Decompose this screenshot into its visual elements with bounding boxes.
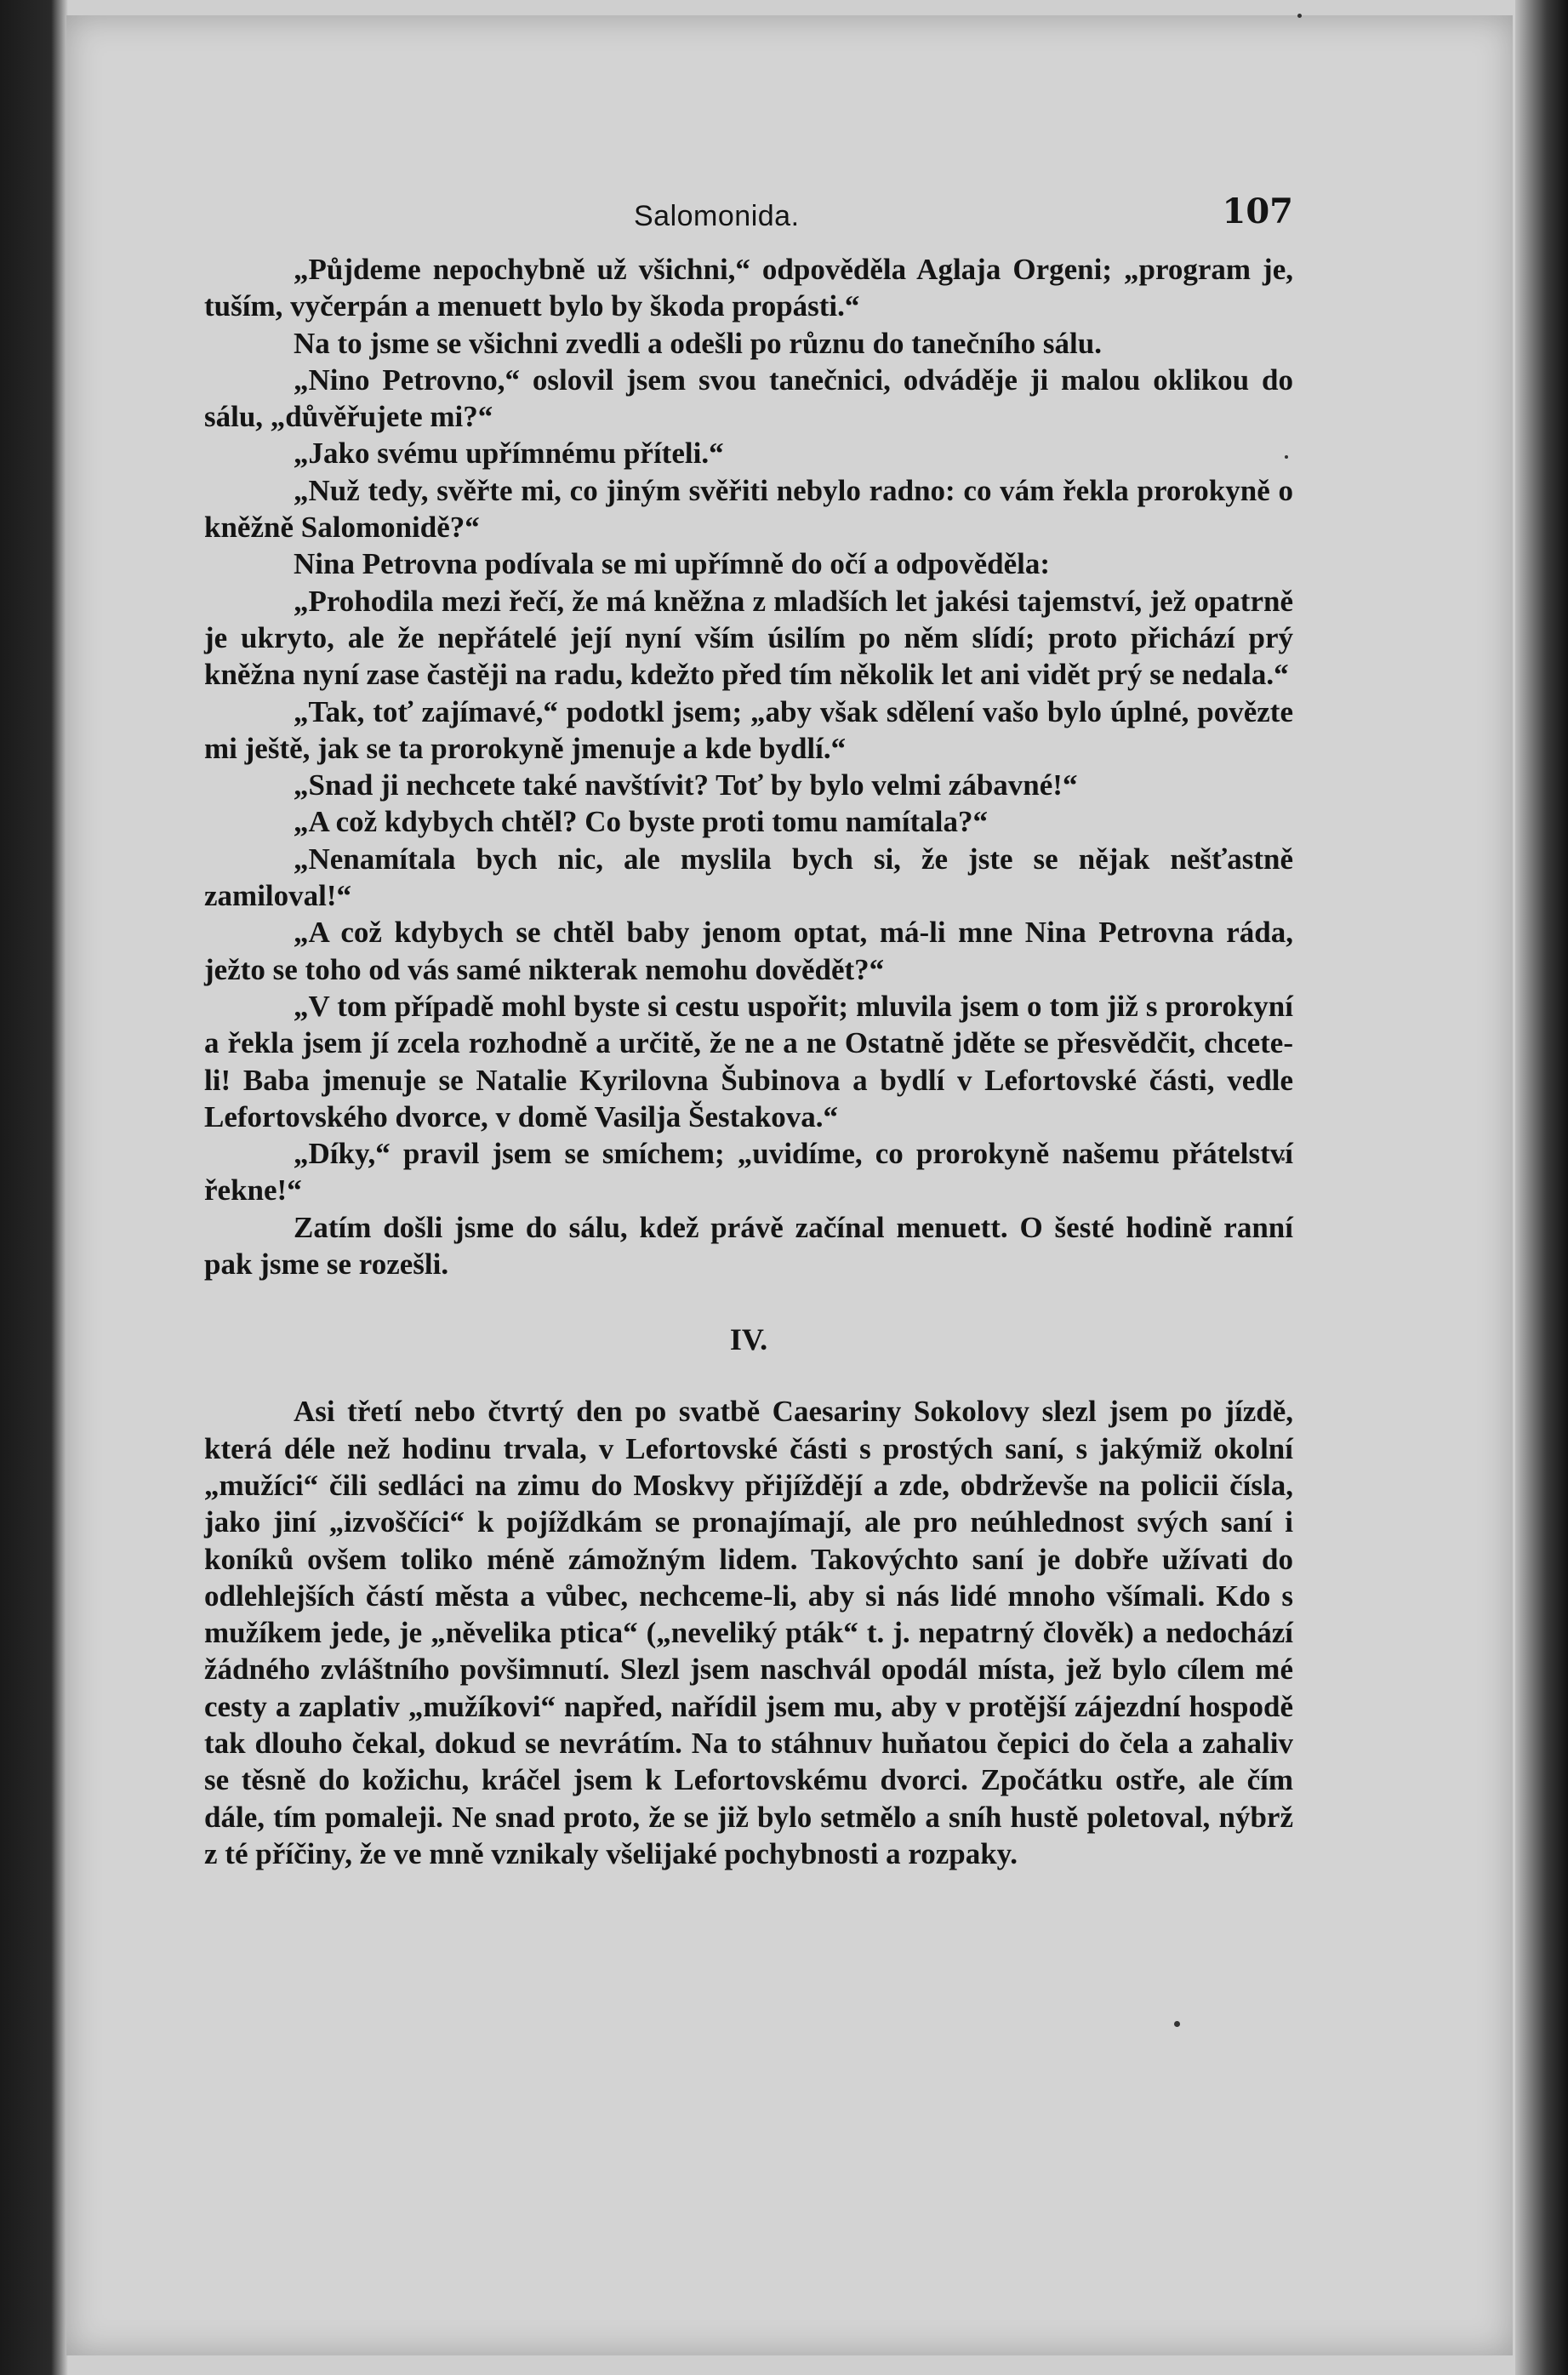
text-block-part2 [204,1393,1293,1872]
paragraph: Nina Petrovna podívala se mi upřímně do očí a odpověděla: [294,547,1050,581]
running-title: Salomonida. [634,200,800,232]
ink-speck [1174,2021,1180,2027]
paragraph: Asi třetí nebo čtvrtý den po svatbě Caesariny Sokolovy slezl jsem po jízdě, která déle než hodinu trvala, v Lefortovské části s prostých saní, s jakýmiž okolní „mužíci“ čili sedláci na zimu do Moskvy přijíždějí a zde, obdrževše na policii čísla, jako jiní „izvoščíci“ k pojíždkám se pronajímají, ale pro neúhlednost svých saní i koníků ovšem toliko méně zámožným lidem. Takovýchto saní je dobře užívati do odlehlejších částí města a vůbec, nechceme-li, aby si nás lidé mnoho všímali. Kdo s mužíkem jede, je „něvelika ptica“ („neveliký pták“ t. j. nepatrný člověk) a nedochází žádného zvláštního povšimnutí. Slezl jsem naschvál opodál místa, jež bylo cílem mé cesty a zaplativ „mužíkovi“ napřed, nařídil jsem mu, aby v protější zájezdní hospodě tak dlouho čekal, dokud se nevrátím. Na to stáhnuv huňatou čepici do čela a zahaliv se těsně do kožichu, kráčel jsem k Lefortovskému dvorci. Zpočátku ostře, ale čím dále, tím pomaleji. Ne snad proto, že se již bylo setmělo a sníh hustě poletoval, nýbrž z té příčiny, že ve mně vznikaly všelijaké pochybnosti a rozpaky. [204,1395,1293,1870]
paragraph: „Nuž tedy, svěřte mi, co jiným svěřiti nebylo radno: co vám řekla prorokyně o kněžně Salomonidě?“ [204,473,1293,545]
paragraph: „A což kdybych se chtěl baby jenom optat, má-li mne Nina Petrovna ráda, ježto se toho od vás samé nikterak nemohu dovědět?“ [204,916,1293,986]
paragraph: „Snad ji nechcete také navštívit? Toť by bylo velmi zábavné!“ [294,768,1078,802]
ink-speck [1297,14,1302,18]
scan-edge-shadow [1515,0,1568,2375]
paragraph: „V tom případě mohl byste si cestu uspořit; mluvila jsem o tom již s prorokyní a řekla jsem jí zcela rozhodně a určitě, že ne a ne Ostatně jděte se přesvědčit, chcete-li! Baba jmenuje se Natalie Kyrilovna Šubinova a bydlí v Lefortovské části, vedle Lefortovského dvorce, v domě Vasilja Šestakova.“ [204,989,1293,1133]
paragraph: „Půjdeme nepochybně už všichni,“ odpověděla Aglaja Orgeni; „program je, tuším, vyčerpán a menuett bylo by škoda propásti.“ [204,253,1293,323]
paragraph: „Nino Petrovno,“ oslovil jsem svou tanečnici, odváděje ji malou oklikou do sálu, „důvěřujete mi?“ [204,363,1293,434]
chapter-heading: IV. [729,1322,768,1357]
page-header [204,191,1293,251]
paragraph: „Nenamítala bych nic, ale myslila bych si, že jste se nějak nešťastně zamiloval!“ [204,842,1293,913]
paragraph: Na to jsme se všichni zvedli a odešli po různu do tanečního sálu. [294,326,1102,360]
paragraph: Zatím došli jsme do sálu, kdež právě začínal menuett. O šesté hodině ranní pak jsme se rozešli. [204,1210,1293,1282]
paragraph: „A což kdybych chtěl? Co byste proti tomu namítala?“ [294,805,989,839]
paragraph: „Prohodila mezi řečí, že má kněžna z mladších let jakési tajemství, jež opatrně je ukryto, ale že nepřátelé její nyní vším úsilím po něm slídí; proto přichází prý kněžna nyní zase častěji na radu, kdežto před tím několik let ani vidět prý se nedala.“ [204,584,1293,692]
page-content [204,191,1293,1872]
page-number: 107 [1222,191,1293,231]
paragraph: „Tak, toť zajímavé,“ podotkl jsem; „aby však sdělení vašo bylo úplné, povězte mi ještě, jak se ta prorokyně jmenuje a kde bydlí.“ [204,694,1293,765]
paragraph: „Jako svému upřímnému příteli.“ [294,437,724,471]
text-block-part1 [204,251,1293,1282]
paragraph: „Díky,“ pravil jsem se smíchem; „uvidíme, co prorokyně našemu přátelství řekne!“ [204,1137,1293,1207]
